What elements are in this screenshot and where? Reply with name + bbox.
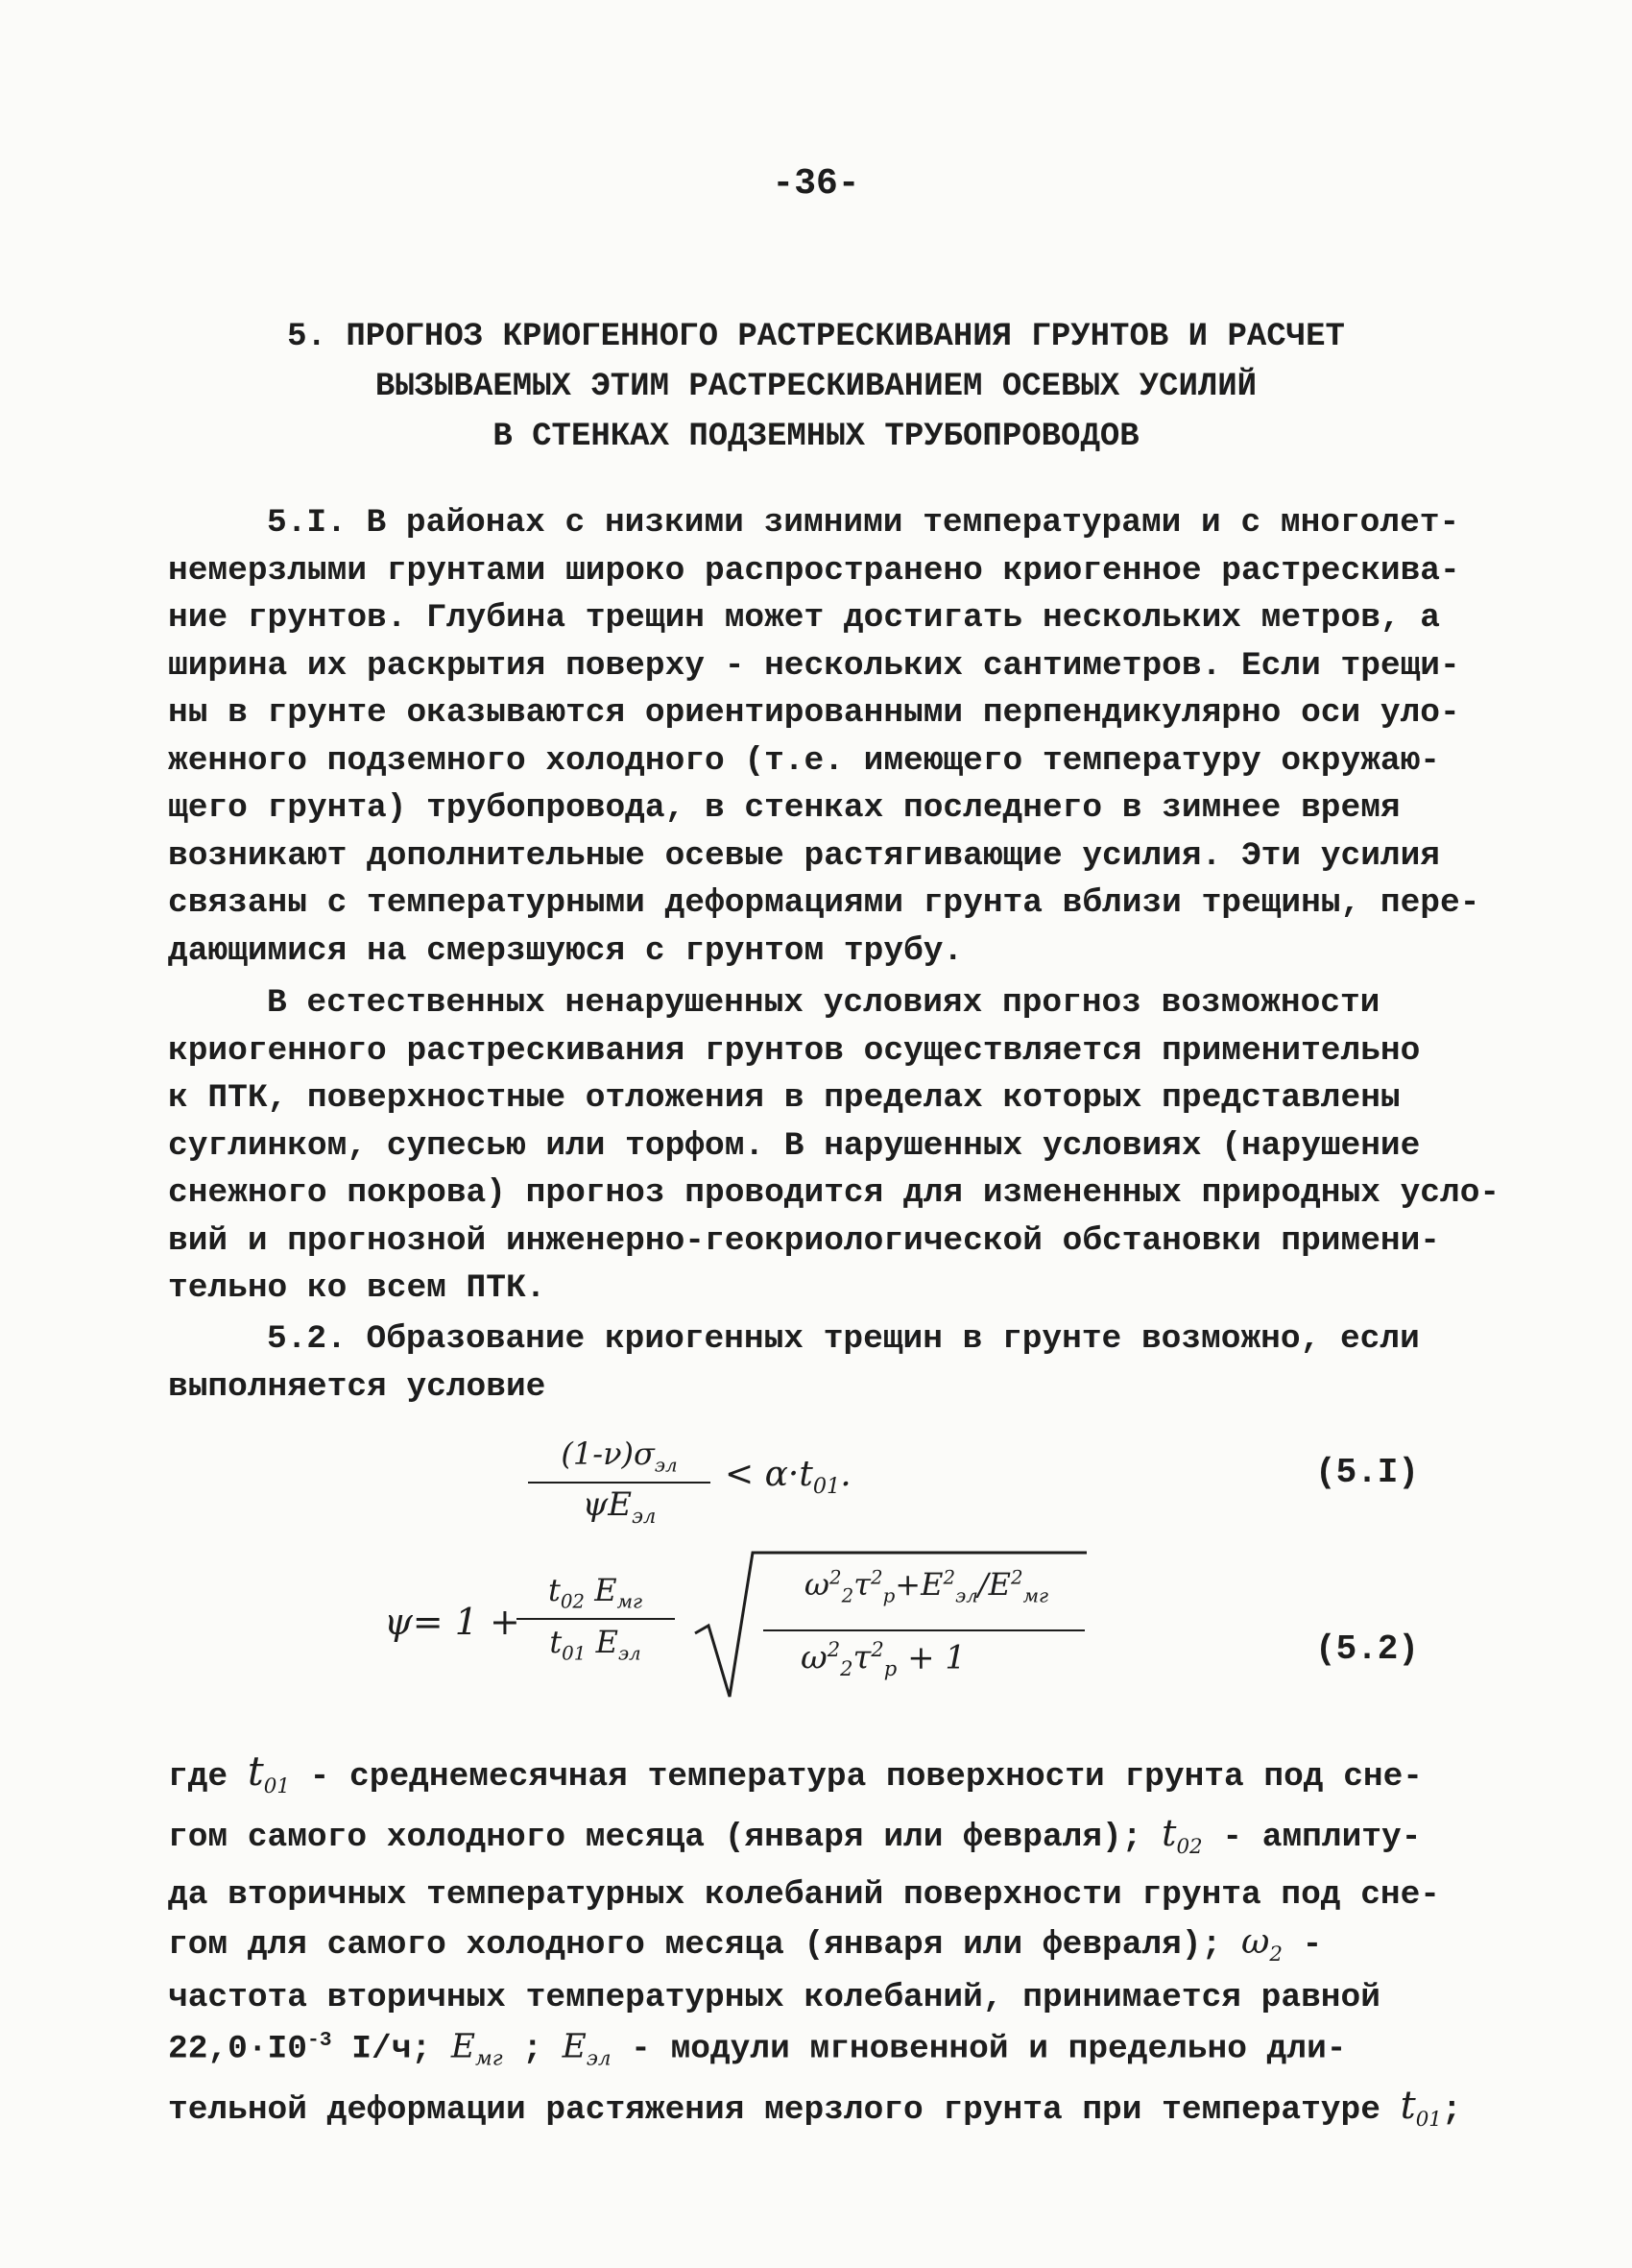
text-span: ; bbox=[502, 2030, 563, 2068]
num-t: t bbox=[547, 1572, 561, 1608]
formula-5-2 bbox=[0, 1541, 1632, 1704]
plus-one: + 1 bbox=[897, 1638, 967, 1677]
e-el-sub: эл bbox=[955, 1584, 978, 1607]
paragraph-5-2 bbox=[168, 1315, 1454, 1411]
symbol-eel: E bbox=[562, 2027, 587, 2066]
equation-number: (5.2) bbox=[1315, 1629, 1420, 1669]
text-span: - модули мгновенной и предельно дли- bbox=[611, 2030, 1347, 2068]
e-mg-sup: 2 bbox=[1010, 1566, 1023, 1589]
text-line: ние грунтов. Глубина трещин может достигать нескольких метров, а bbox=[168, 599, 1441, 637]
text-line: выполняется условие bbox=[168, 1367, 546, 1406]
text-line: 5.I. В районах с низкими зимними температурами и с многолет- bbox=[267, 504, 1460, 542]
e-mg: /E bbox=[977, 1566, 1011, 1603]
denominator-sub: эл bbox=[632, 1503, 657, 1528]
text-span: - амплиту- bbox=[1202, 1819, 1422, 1857]
tau: τ bbox=[852, 1638, 872, 1677]
page-number: -36- bbox=[772, 163, 860, 205]
symbol-sub: мг bbox=[475, 2046, 503, 2071]
root-fraction-bar bbox=[763, 1629, 1085, 1631]
text-line: криогенного растрескивания грунтов осуществляется применительно bbox=[168, 1031, 1421, 1070]
text-line: снежного покрова) прогноз проводится для измененных природных усло- bbox=[168, 1174, 1500, 1212]
num-t-sub: 02 bbox=[560, 1590, 586, 1613]
tau-sub: р bbox=[882, 1584, 896, 1607]
heading-line: ВЫЗЫВАЕМЫХ ЭТИМ РАСТРЕСКИВАНИЕМ ОСЕВЫХ УСИЛИЙ bbox=[374, 369, 1258, 405]
equation-number: (5.I) bbox=[1315, 1453, 1420, 1492]
root-denominator bbox=[768, 1637, 998, 1680]
e-el: +E bbox=[895, 1566, 944, 1603]
heading-line: В СТЕНКАХ ПОДЗЕМНЫХ ТРУБОПРОВОДОВ bbox=[492, 419, 1140, 455]
text-line: немерзлыми грунтами широко распространено криогенное растрескива- bbox=[168, 551, 1460, 590]
symbol-t01: t bbox=[247, 1748, 264, 1795]
fraction-bar bbox=[516, 1618, 675, 1620]
heading-line: 5. ПРОГНОЗ КРИОГЕННОГО РАСТРЕСКИВАНИЯ ГРУНТОВ И РАСЧЕТ bbox=[287, 319, 1345, 355]
exponent: -3 bbox=[306, 2028, 332, 2052]
symbol-omega2: ω bbox=[1240, 1922, 1270, 1963]
text-span: гом самого холодного месяца (января или февраля); bbox=[168, 1819, 1163, 1857]
symbol-t02: t bbox=[1162, 1812, 1177, 1855]
tau-sup: 2 bbox=[871, 1637, 884, 1661]
rhs-tail: . bbox=[840, 1455, 852, 1494]
root-numerator bbox=[768, 1566, 1085, 1606]
den-t-sub: 01 bbox=[562, 1642, 587, 1665]
text-line bbox=[168, 2083, 1462, 2143]
tau-sup: 2 bbox=[870, 1566, 883, 1589]
text-line: ширина их раскрытия поверху - нескольких сантиметров. Если трещи- bbox=[168, 646, 1460, 685]
text-span: - bbox=[1282, 1926, 1323, 1965]
formula-denominator bbox=[533, 1485, 706, 1528]
symbol-t01: t bbox=[1400, 2083, 1416, 2128]
symbol-sub: 02 bbox=[1176, 1835, 1203, 1860]
symbol-sub: 01 bbox=[263, 1773, 290, 1798]
section-heading bbox=[192, 312, 1440, 462]
e-mg-sub: мг bbox=[1022, 1584, 1049, 1607]
fraction-denominator bbox=[518, 1624, 672, 1664]
den-t: t bbox=[549, 1624, 563, 1660]
formula-5-1 bbox=[0, 1436, 1632, 1541]
formula-lhs: ψ= 1 + bbox=[384, 1601, 520, 1643]
tau: τ bbox=[853, 1566, 871, 1603]
e-el-sup: 2 bbox=[943, 1566, 956, 1589]
text-line bbox=[168, 2017, 1454, 2083]
omega-sub: 2 bbox=[841, 1584, 854, 1607]
text-line: связаны с температурными деформациями грунта вблизи трещины, пере- bbox=[168, 884, 1480, 922]
omega-sub: 2 bbox=[840, 1656, 853, 1681]
text-line: суглинком, супесью или торфом. В нарушенных условиях (нарушение bbox=[168, 1126, 1421, 1165]
text-span: где bbox=[168, 1758, 248, 1796]
omega: ω bbox=[800, 1638, 828, 1677]
text-line: возникают дополнительные осевые растягивающие усилия. Эти усилия bbox=[168, 836, 1441, 875]
text-line: 5.2. Образование криогенных трещин в грунте возможно, если bbox=[267, 1320, 1420, 1358]
omega-sup: 2 bbox=[829, 1566, 842, 1589]
text-span: I/ч; bbox=[331, 2030, 451, 2068]
text-line: В естественных ненарушенных условиях прогноз возможности bbox=[267, 984, 1380, 1022]
den-e: E bbox=[586, 1624, 618, 1660]
omega: ω bbox=[804, 1566, 830, 1603]
rhs-text: < α·t bbox=[725, 1455, 813, 1494]
num-e-sub: мг bbox=[616, 1590, 643, 1613]
omega-sup: 2 bbox=[827, 1637, 841, 1661]
text-line: вий и прогнозной инженерно-геокриологической обстановки примени- bbox=[168, 1221, 1441, 1260]
symbol-definitions bbox=[168, 1748, 1462, 2143]
fraction-bar bbox=[528, 1482, 710, 1484]
text-line: тельно ко всем ПТК. bbox=[168, 1269, 546, 1307]
text-span: 22,0·I0 bbox=[168, 2030, 307, 2068]
symbol-sub: 2 bbox=[1269, 1942, 1283, 1967]
text-line bbox=[168, 1748, 1454, 1810]
text-span: тельной деформации растяжения мерзлого грунта при температуре bbox=[168, 2090, 1401, 2129]
denominator-text: ψE bbox=[582, 1485, 633, 1524]
symbol-emg: E bbox=[450, 2027, 476, 2066]
numerator-sub: эл bbox=[654, 1454, 678, 1477]
text-line: щего грунта) трубопровода, в стенках последнего в зимнее время bbox=[168, 789, 1401, 827]
paragraph-natural-conditions bbox=[168, 979, 1500, 1313]
tau-sub: р bbox=[883, 1656, 898, 1681]
text-line: частота вторичных температурных колебаний, принимается равной bbox=[168, 1978, 1380, 2016]
text-line: дающимися на смерзшуюся с грунтом трубу. bbox=[168, 931, 964, 970]
text-line: да вторичных температурных колебаний поверхности грунта под сне- bbox=[168, 1875, 1441, 1914]
symbol-sub: 01 bbox=[1415, 2107, 1442, 2132]
text-line bbox=[168, 1918, 1454, 1978]
fraction-numerator bbox=[518, 1572, 672, 1612]
num-e: E bbox=[585, 1572, 617, 1608]
formula-numerator bbox=[533, 1436, 706, 1476]
text-line: женного подземного холодного (т.е. имеющего температуру окружаю- bbox=[168, 741, 1441, 780]
text-span: ; bbox=[1441, 2090, 1462, 2129]
symbol-sub: эл bbox=[586, 2046, 612, 2071]
text-line: к ПТК, поверхностные отложения в пределах которых представлены bbox=[168, 1079, 1401, 1117]
den-e-sub: эл bbox=[617, 1642, 641, 1665]
formula-rhs bbox=[725, 1455, 852, 1499]
numerator-text: (1-ν)σ bbox=[561, 1436, 655, 1472]
rhs-sub: 01 bbox=[812, 1474, 841, 1500]
text-span: - среднемесячная температура поверхности грунта под сне- bbox=[289, 1758, 1424, 1796]
text-line: ны в грунте оказываются ориентированными перпендикулярно оси уло- bbox=[168, 694, 1460, 732]
text-line bbox=[168, 1810, 1454, 1870]
text-span: гом для самого холодного месяца (января или февраля); bbox=[168, 1926, 1241, 1965]
paragraph-5-1 bbox=[168, 499, 1480, 975]
